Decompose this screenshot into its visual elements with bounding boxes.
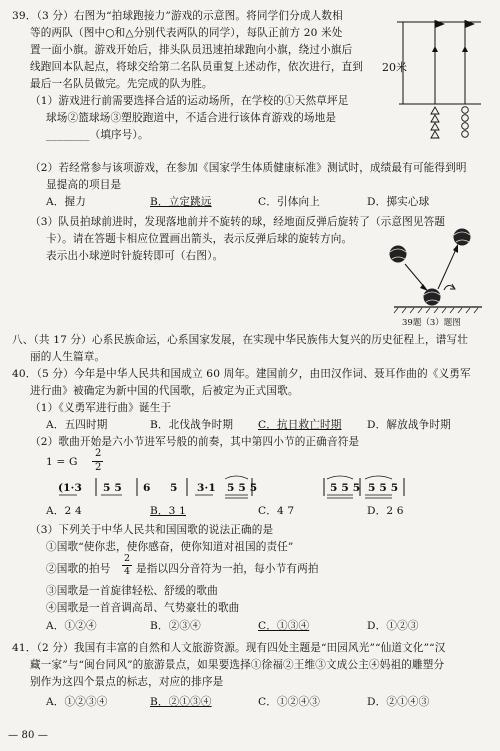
q40-s3-option-b: B．②③④ <box>150 620 201 632</box>
q40-s1: （1）《义勇军进行曲》诞生于 <box>30 402 172 414</box>
q40-s3-item2a: ②国歌的拍号 <box>46 563 111 575</box>
q39-s3b: 卡）。请在答题卡相应位置画出箭头，表示反弹后球的旋转方向。 <box>46 233 353 245</box>
key-signature: 1 = G <box>46 456 78 468</box>
q40-s3-item2b: 是指以四分音符为一拍，每小节有两拍 <box>136 563 319 575</box>
q40-s3-option-c: C．①③④ <box>258 620 310 632</box>
q41-option-a: A．①②③④ <box>46 696 108 708</box>
q39-s2b: 显提高的项目是 <box>46 179 122 191</box>
page-number: — 80 — <box>8 730 48 741</box>
notation-bar2: 5 5 <box>103 482 122 494</box>
q39-s2-option-b: B．立定跳远 <box>150 196 212 208</box>
q39-line1: 39．（3 分）右图为“拍球跑接力”游戏的示意图。将同学们分成人数相 <box>12 10 343 22</box>
ball-ground-icon <box>424 289 441 306</box>
flag-left-icon <box>435 20 445 28</box>
figure-caption: 39题（3）题图 <box>402 318 461 328</box>
relay-figure <box>382 8 485 148</box>
q41-option-d: D．②①④③ <box>367 696 430 708</box>
q39-line3: 置一面小旗。游戏开始后，排头队员迅速拍球跑向小旗，绕过小旗后 <box>30 44 353 56</box>
q39-s2a: （2）若经常参与该项游戏，在参加《国家学生体质健康标准》测试时，成绩最有可能得到明 <box>30 162 467 174</box>
q40-s3-option-a: A．①②④ <box>46 620 97 632</box>
q40-s2-option-a: A．2 4 <box>46 505 82 517</box>
team-triangle <box>431 107 439 138</box>
q40-s3: （3）下列关于中华人民共和国国歌的说法正确的是 <box>30 524 274 536</box>
q41-option-c: C．①②④③ <box>258 696 320 708</box>
q40-s3-option-d: D．①②③ <box>367 620 419 632</box>
notation-bar6: 5 5 5 <box>368 482 399 494</box>
notation-bar1: (1·3 <box>58 482 83 494</box>
q39-line2: 等的两队（图中○和△分别代表两队的同学），每队正前方 20 米处 <box>30 27 343 39</box>
q39-line4b: 最后一名队员做完。先完成的队为胜。 <box>30 78 213 90</box>
q39-s1b: 球场②篮球场③塑胶跑道中，不适合进行该体育游戏的场地是 <box>46 112 337 124</box>
q40-s2-option-c: C．4 7 <box>258 505 295 517</box>
flag-right-icon <box>465 20 475 28</box>
q40-s2-option-b: B．3 1 <box>150 505 186 517</box>
q41-line1: 41．（2 分）我国有丰富的自然和人文旅游资源。现有四处主题是“田园风光”“仙道文化”“汉 <box>12 642 446 654</box>
q40-s3-item3: ③国歌是一首旋律轻松、舒缓的歌曲 <box>46 585 218 597</box>
ball-outgoing-icon <box>454 229 471 246</box>
q39-s2-option-a: A．握力 <box>46 196 87 208</box>
q39-s2-option-d: D．掷实心球 <box>367 196 430 208</box>
distance-label: 20米 <box>382 61 407 74</box>
q41-option-b: B．②①③④ <box>150 696 212 708</box>
time-signature-top: 2 <box>95 448 102 459</box>
notation-lines <box>55 474 425 500</box>
q40-s3-fraction-top: 2 <box>124 553 131 564</box>
q41-line2: 藏一家”与“闽台同风”的旅游景点，如果要选择①徐福②王维③文成公主④妈祖的雕塑分 <box>30 659 445 671</box>
notation-bar3a: 6 <box>143 482 151 494</box>
q40-s3-fraction-bottom: 4 <box>124 566 131 577</box>
section8-line2: 丽的人生篇章。 <box>30 351 106 363</box>
q40-s1-option-d: D．解放战争时期 <box>367 419 451 431</box>
team-circle <box>462 107 469 138</box>
q39-s2-option-c: C．引体向上 <box>258 196 320 208</box>
q40-s1-option-a: A．五四时期 <box>46 419 108 431</box>
q39-s3c: 表示出小球逆时针旋转即可（右图）。 <box>46 250 224 262</box>
section8-line1: 八、（共 17 分）心系民族命运，心系国家发展，在实现中华民族伟大复兴的历史征程上，谱写壮 <box>12 334 469 346</box>
notation-bar4b: 5 5 5 <box>227 482 258 494</box>
bounce-figure <box>380 226 492 328</box>
notation-bar5: 5 5 5 <box>330 482 361 494</box>
notation-bar4a: 3·1 <box>197 482 216 494</box>
q39-line4a: 线跑回本队起点，将球交给第二名队员重复上述动作，依次进行，直到 <box>30 61 364 73</box>
q40-s2-option-d: D．2 6 <box>367 505 404 517</box>
q40-line1: 40．（5 分）今年是中华人民共和国成立 60 周年。建国前夕，由田汉作词、聂耳作曲的《义勇军 <box>12 368 471 380</box>
q40-line2: 进行曲》被确定为新中国的代国歌，后被定为正式国歌。 <box>30 385 299 397</box>
q40-s1-option-b: B．北伐战争时期 <box>150 419 234 431</box>
time-signature-bottom: 2 <box>95 462 102 473</box>
spin-arrow-icon <box>444 284 455 290</box>
ball-incoming-icon <box>390 246 407 263</box>
q40-s3-item1: ①国歌“使你悲，使你感奋，使你知道对祖国的责任” <box>46 541 294 553</box>
notation-bar3b: 5 <box>170 482 178 494</box>
q39-s3a: （3）队员拍球前进时，发现落地前并不旋转的球，经地面反弹后旋转了（示意图见答题 <box>30 216 446 228</box>
q41-line3: 别作为这四个景点的标志，对应的排序是 <box>30 676 224 688</box>
q39-s1a: （1）游戏进行前需要选择合适的运动场所，在学校的①天然草坪足 <box>30 95 349 107</box>
q40-s2: （2）歌曲开始是六小节进军号般的前奏，其中第四小节的正确音符是 <box>30 436 360 448</box>
q39-s1c: ________（填序号）。 <box>46 129 149 141</box>
q40-s3-item4: ④国歌是一首音调高昂、气势豪壮的歌曲 <box>46 602 240 614</box>
q40-s1-option-c: C．抗日救亡时期 <box>258 419 342 431</box>
